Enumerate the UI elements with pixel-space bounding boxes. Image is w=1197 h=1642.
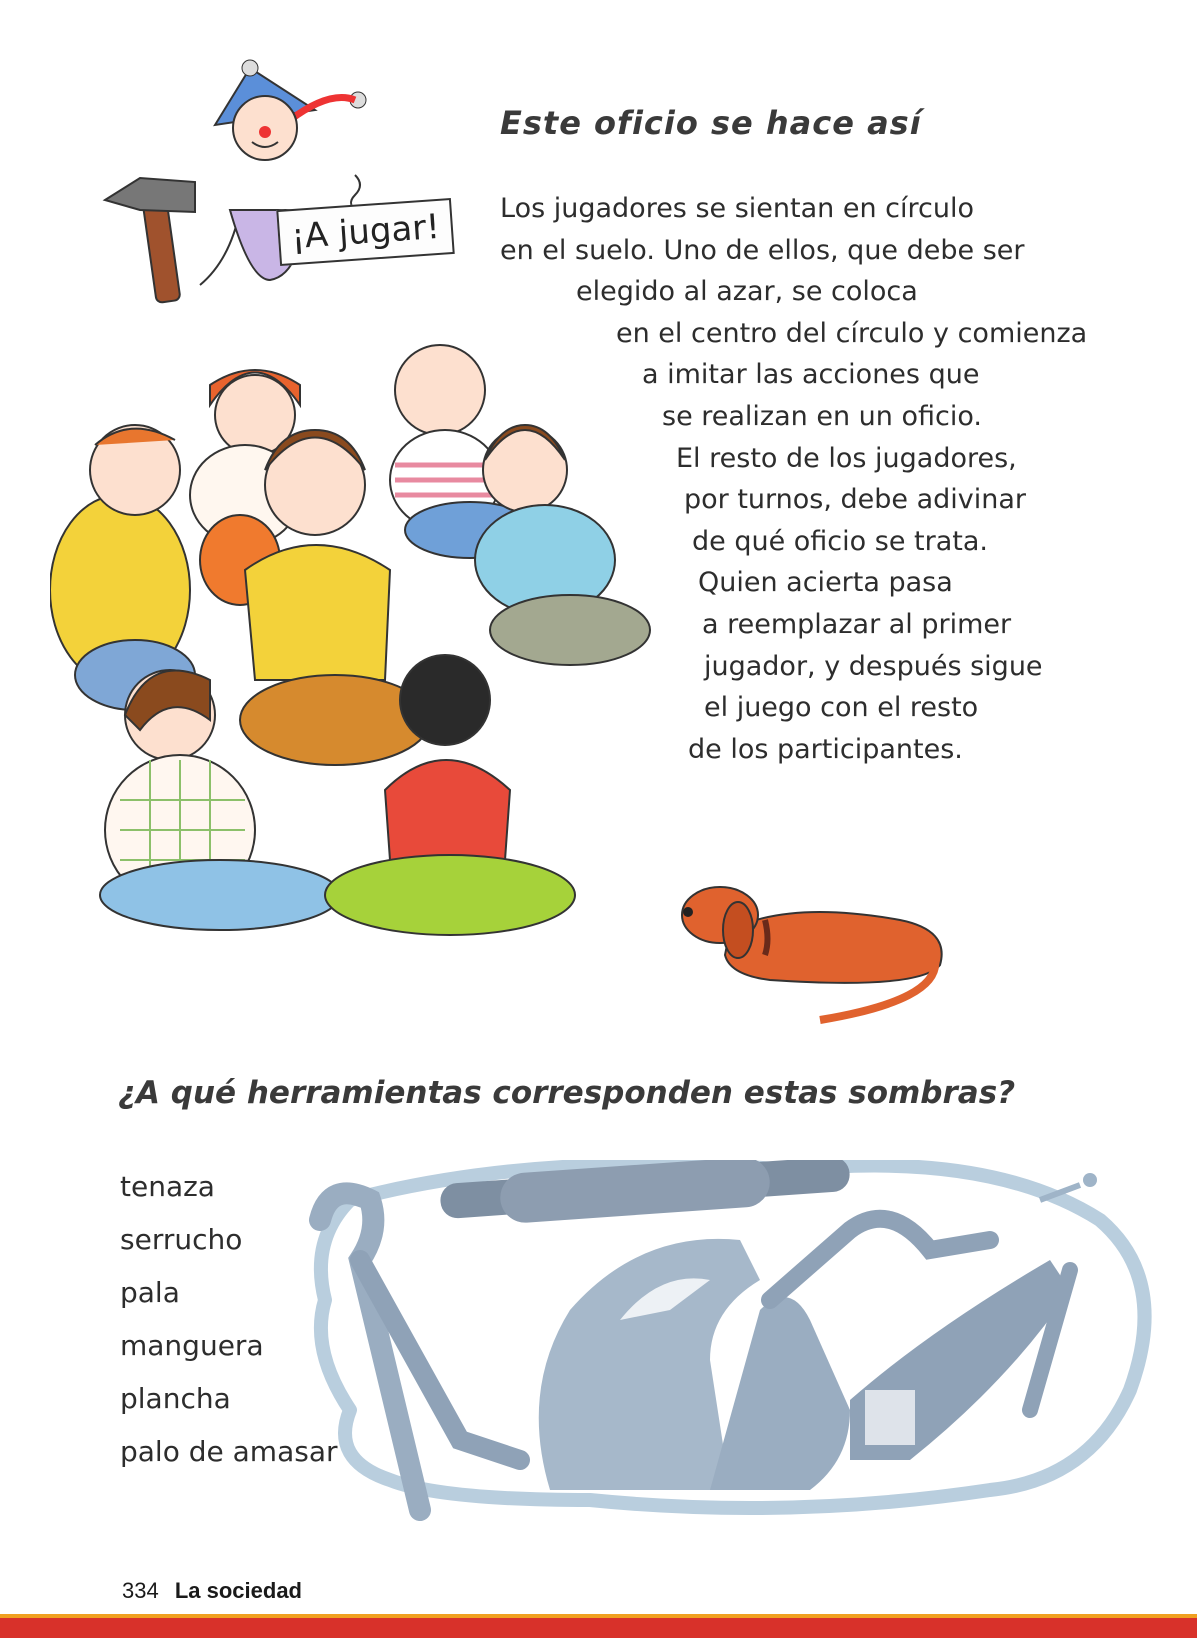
list-item: palo de amasar	[120, 1435, 338, 1468]
clown-hammer-illustration	[100, 50, 420, 320]
bottom-color-bar	[0, 1614, 1197, 1638]
instruction-line: elegido al azar, se coloca	[576, 276, 918, 307]
instruction-line: El resto de los jugadores,	[676, 443, 1017, 474]
activity-title: Este oficio se hace así	[500, 104, 922, 142]
list-item: pala	[120, 1276, 180, 1309]
instruction-line: a reemplazar al primer	[702, 609, 1012, 640]
instruction-line: por turnos, debe adivinar	[684, 484, 1027, 515]
instruction-line: Los jugadores se sientan en círculo	[500, 193, 974, 224]
list-item: tenaza	[120, 1170, 215, 1203]
list-item: plancha	[120, 1382, 231, 1415]
page-footer	[122, 1578, 302, 1604]
a-jugar-badge	[100, 50, 442, 320]
section-name: La sociedad	[174, 1578, 302, 1603]
page-number: 334	[122, 1578, 159, 1603]
instruction-line: en el centro del círculo y comienza	[616, 318, 1088, 349]
list-item: manguera	[120, 1329, 264, 1362]
instruction-line: Quien acierta pasa	[698, 567, 953, 598]
instruction-line: a imitar las acciones que	[642, 359, 980, 390]
instruction-line: se realizan en un oficio.	[662, 401, 982, 432]
instruction-line: de qué oficio se trata.	[692, 526, 988, 557]
instruction-line: de los participantes.	[688, 734, 963, 765]
tool-shadows-illustration	[290, 1160, 1170, 1530]
list-item: serrucho	[120, 1223, 243, 1256]
children-circle-illustration	[50, 320, 680, 1000]
instruction-line: jugador, y después sigue	[704, 651, 1043, 682]
instruction-line: en el suelo. Uno de ellos, que debe ser	[500, 235, 1025, 266]
instruction-line: el juego con el resto	[704, 692, 979, 723]
dog-illustration	[670, 870, 990, 1030]
badge-label: ¡A jugar!	[276, 198, 454, 266]
exercise-question: ¿A qué herramientas corresponden estas sombras?	[118, 1075, 1016, 1111]
